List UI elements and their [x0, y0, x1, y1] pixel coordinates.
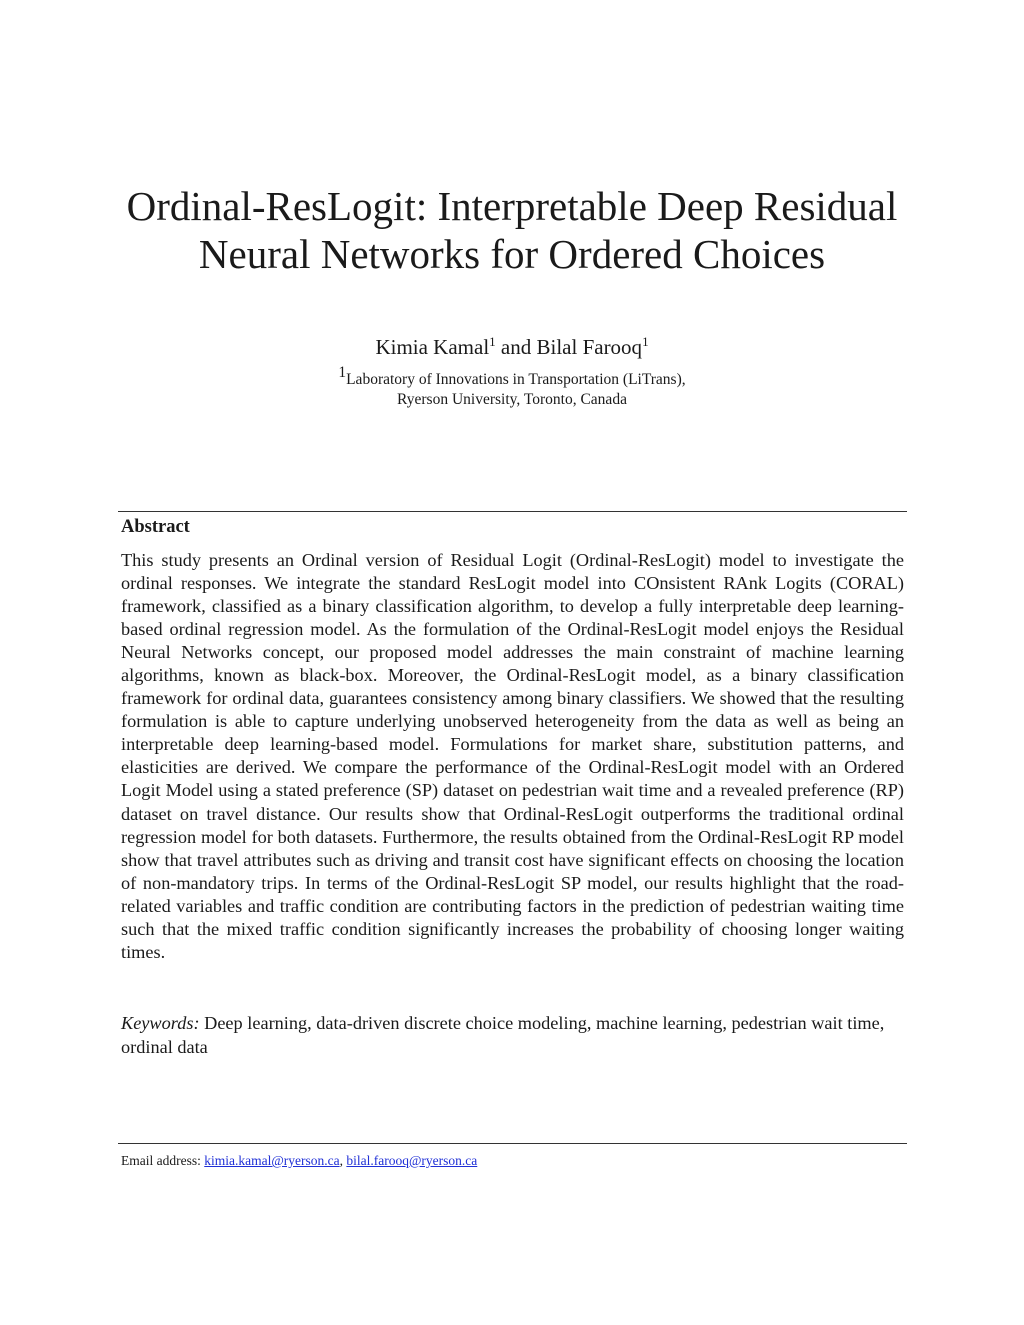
keywords: [121, 1012, 904, 1059]
affiliation-line-1: [0, 364, 1024, 390]
author-affiliation-mark: 1: [489, 334, 496, 349]
affiliation-text: Laboratory of Innovations in Transportation (LiTrans),: [346, 371, 686, 388]
email-separator: ,: [339, 1153, 347, 1168]
abstract-top-divider: [118, 511, 907, 512]
author-separator: and: [495, 335, 537, 359]
email-link-kamal[interactable]: kimia.kamal@ryerson.ca: [204, 1153, 340, 1168]
title-line-2: Neural Networks for Ordered Choices: [198, 231, 826, 277]
author-affiliation-mark: 1: [642, 334, 649, 349]
affiliation-mark: 1: [338, 364, 347, 381]
affiliation: [0, 364, 1024, 410]
paper-title: [0, 182, 1024, 278]
abstract-body: This study presents an Ordinal version of Residual Logit (Ordinal-ResLogit) model to investigate the ordinal responses. We integrate the standard ResLogit model into COnsistent RAnk Logits (CORAL) framework, classified as a binary classification algorithm, to develop a fully interpretable deep learning-based ordinal regression model. As the formulation of the Ordinal-ResLogit model enjoys the Residual Neural Networks concept, our proposed model addresses the main constraint of machine learning algorithms, known as black-box. Moreover, the Ordinal-ResLogit model, as a binary classification framework for ordinal data, guarantees consistency among binary classifiers. We showed that the resulting formulation is able to capture underlying unobserved heterogeneity from the data as well as being an interpretable deep learning-based model. Formulations for market share, substitution patterns, and elasticities are derived. We compare the performance of the Ordinal-ResLogit model with an Ordered Logit Model using a stated preference (SP) dataset on pedestrian wait time and a revealed preference (RP) dataset on travel distance. Our results show that Ordinal-ResLogit outperforms the traditional ordinal regression model for both datasets. Furthermore, the results obtained from the Ordinal-ResLogit RP model show that travel attributes such as driving and transit cost have significant effects on choosing the location of non-mandatory trips. In terms of the Ordinal-ResLogit SP model, our results highlight that the road-related variables and traffic condition are contributing factors in the prediction of pedestrian waiting time such that the mixed traffic condition significantly increases the probability of choosing longer waiting times.: [121, 550, 904, 962]
email-footnote: [121, 1152, 477, 1170]
email-label: Email address:: [121, 1153, 205, 1168]
email-link-farooq[interactable]: bilal.farooq@ryerson.ca: [346, 1153, 478, 1168]
author-name: Bilal Farooq: [536, 335, 643, 359]
keywords-text: Deep learning, data-driven discrete choice modeling, machine learning, pedestrian wait time, ordinal data: [121, 1013, 885, 1057]
title-line-1: Ordinal-ResLogit: Interpretable Deep Residual: [126, 183, 898, 229]
author-name: Kimia Kamal: [375, 335, 490, 359]
affiliation-line-2: Ryerson University, Toronto, Canada: [397, 391, 627, 408]
abstract-heading: Abstract: [121, 517, 190, 537]
footnote-divider: [118, 1143, 907, 1144]
keywords-label: Keywords:: [121, 1013, 200, 1033]
author-list: [0, 333, 1024, 361]
